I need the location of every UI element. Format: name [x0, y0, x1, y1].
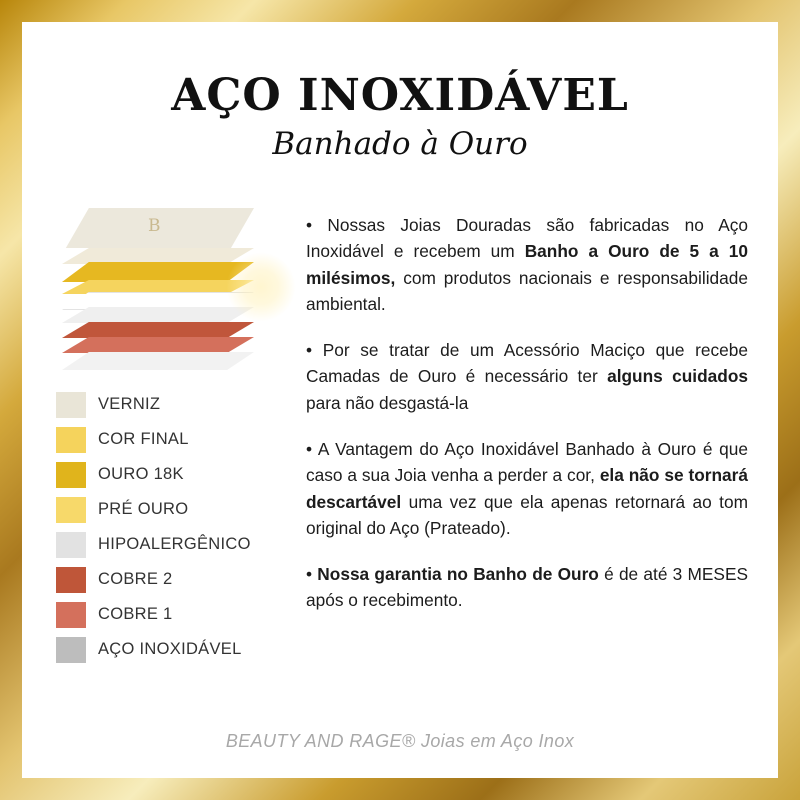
stack-layer-ouro-18k: [62, 262, 254, 282]
legend-swatch: [56, 602, 86, 628]
page-subtitle: Banhado à Ouro: [272, 126, 528, 162]
list-item: [56, 422, 288, 457]
legend-swatch: [56, 427, 86, 453]
legend-list: [56, 387, 288, 667]
list-item: [56, 387, 288, 422]
legend-label: OURO 18K: [98, 465, 184, 483]
list-item: [56, 492, 288, 527]
list-item: [56, 457, 288, 492]
stack-layer-cor-final: [62, 248, 254, 264]
paragraph-4: • Nossa garantia no Banho de Ouro é de até 3 MESES após o recebimento.: [306, 564, 749, 611]
brand-monogram-icon: B: [148, 216, 161, 236]
legend-label: COR FINAL: [98, 430, 189, 448]
legend-label: COBRE 1: [98, 605, 173, 623]
content-area: [52, 208, 748, 667]
paragraph-1: • Nossas Joias Douradas são fabricadas no Aço Inoxidável e recebem um Banho a Ouro de 5 a 10 milésimos, com produtos nacionais e responsabilidade ambiental.: [306, 215, 748, 314]
brand-footer: BEAUTY AND RAGE® Joias em Aço Inox: [225, 731, 575, 751]
layer-stack-diagram: [62, 208, 288, 373]
legend-swatch: [56, 532, 86, 558]
legend-swatch: [56, 462, 86, 488]
stack-layer-cobre-1: [62, 337, 254, 353]
legend-swatch: [56, 392, 86, 418]
stack-layer-pre-ouro: [62, 280, 254, 294]
poster-card: [22, 22, 778, 778]
paragraph-2: • Por se tratar de um Acessório Maciço que recebe Camadas de Ouro é necessário ter alguns cuidados para não desgastá-la: [306, 340, 748, 413]
paragraph-3: • A Vantagem do Aço Inoxidável Banhado à Ouro é que caso a sua Joia venha a perder a cor, ela não se tornará descartável uma vez que ela apenas retornará ao tom original do Aço (Prateado).: [306, 438, 748, 538]
list-item: [56, 632, 288, 667]
text-column: [288, 208, 748, 614]
legend-label: COBRE 2: [98, 570, 173, 588]
legend-label: AÇO INOXIDÁVEL: [98, 640, 242, 658]
list-item: [56, 562, 288, 597]
diagram-column: [52, 208, 288, 667]
title-block: [52, 40, 748, 162]
stack-layer-hipoalergenico: [62, 307, 254, 323]
legend-swatch: [56, 637, 86, 663]
legend-swatch: [56, 567, 86, 593]
legend-label: PRÉ OURO: [98, 500, 189, 518]
stack-layer-cobre-2: [62, 322, 254, 338]
page-title: AÇO INOXIDÁVEL: [171, 70, 629, 121]
legend-label: VERNIZ: [98, 395, 161, 413]
list-item: [56, 597, 288, 632]
legend-swatch: [56, 497, 86, 523]
stack-layer-aco-inoxidavel: [62, 352, 254, 370]
list-item: [56, 527, 288, 562]
legend-label: HIPOALERGÊNICO: [98, 535, 251, 553]
